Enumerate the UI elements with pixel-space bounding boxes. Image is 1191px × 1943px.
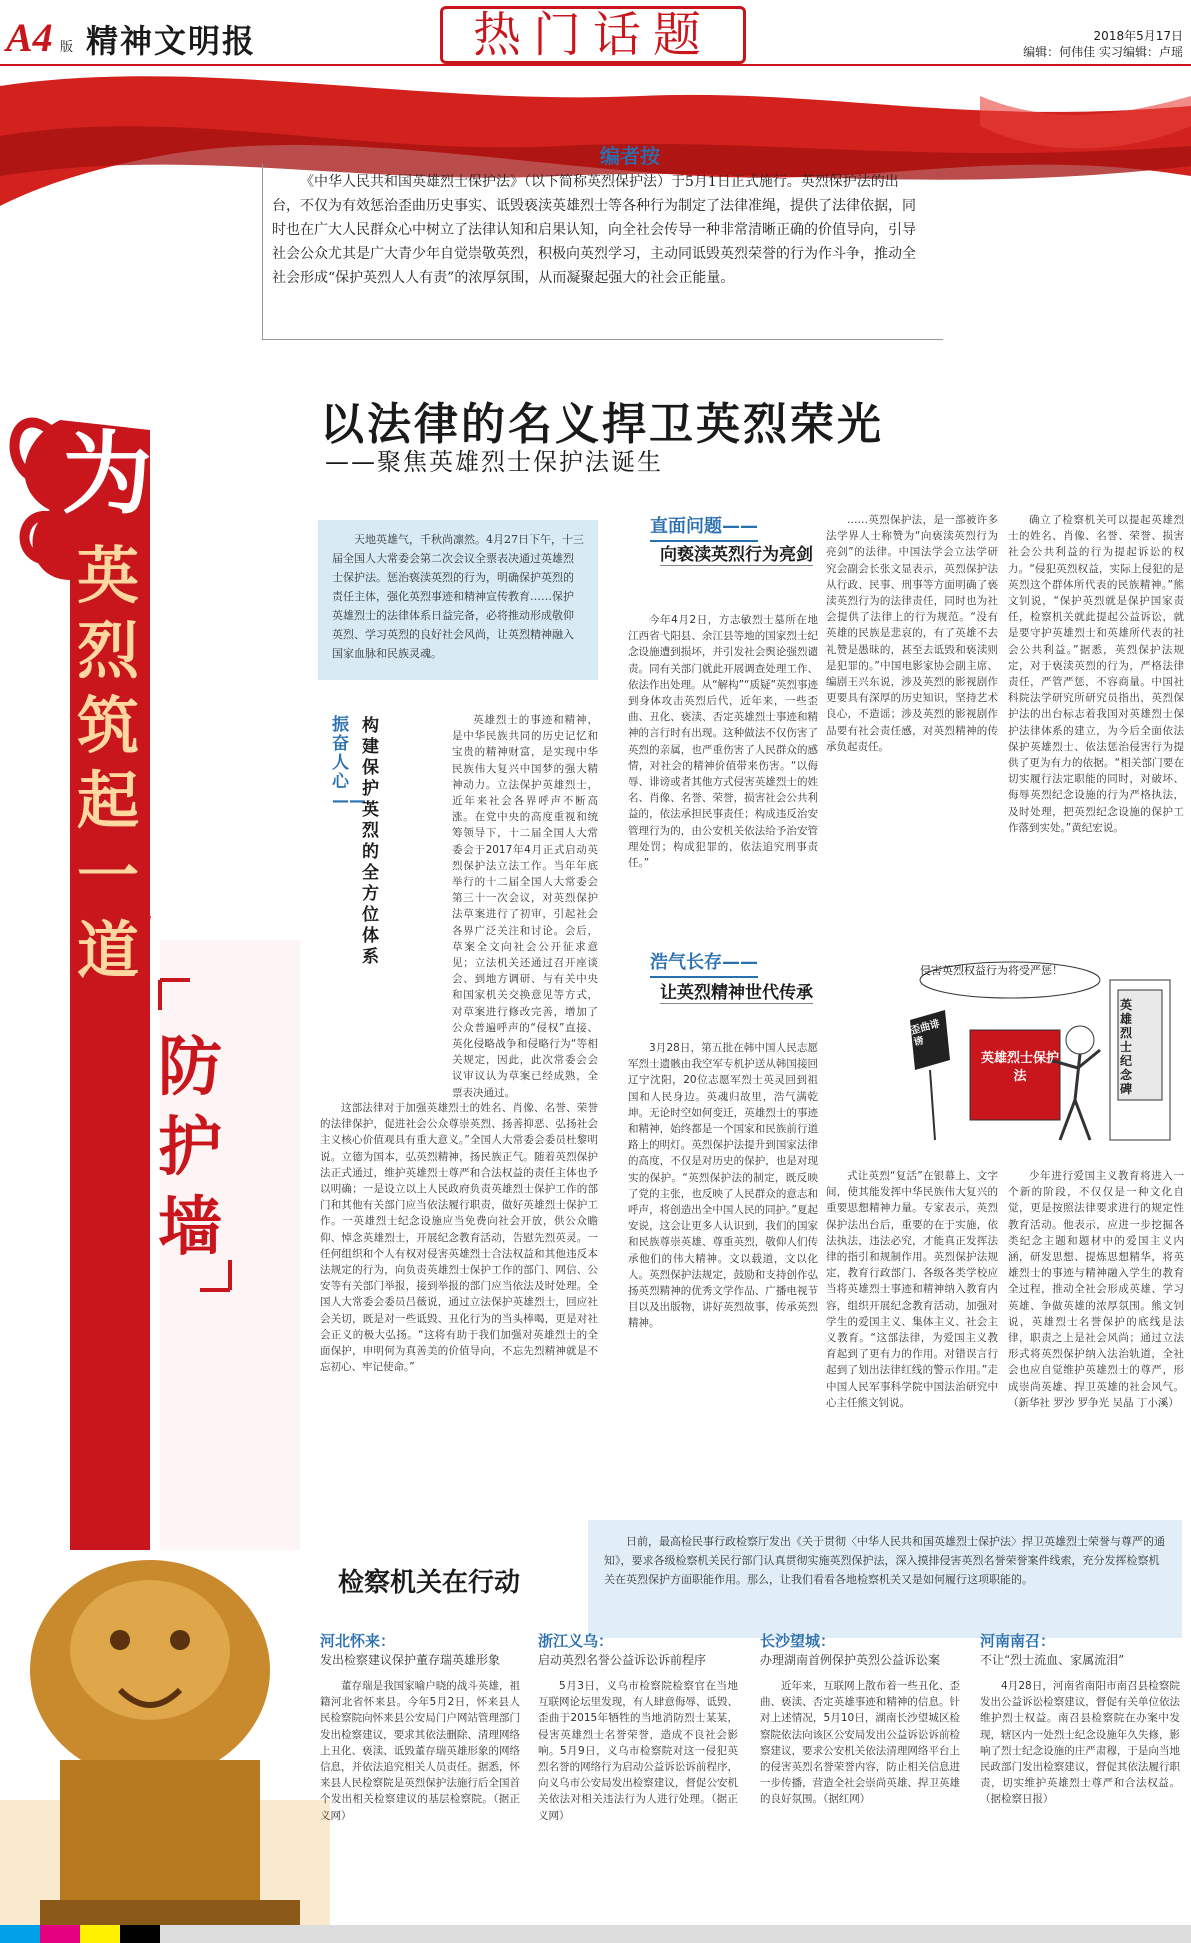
- region-subtitle: 启动英烈名誉公益诉讼诉前程序: [538, 1653, 707, 1667]
- intro-quote: 天地英雄气，千秋尚凛然。4月27日下午，十三届全国人大常委会第二次会议全票表决通过英雄烈士保护法。惩治亵渎英烈的行为，明确保护英烈的责任主体，强化英烈事迹和精神宣传教育……保护英雄烈士的法律体系日益完备，必将推动形成敬仰英烈、学习英烈的良好社会风尚，让英烈精神融入国家血脉和民族灵魂。: [318, 520, 598, 680]
- illustration-sign: 歪曲诽谤: [909, 1018, 942, 1049]
- region-text: 近年来，互联网上散布着一些丑化、歪曲、亵渎、否定英雄事迹和精神的信息。针对上述情况，5月10日，湖南长沙望城区检察院依法向该区公安局发出公益诉讼诉前检察建议，要求公安机关依法清理网络平台上的侵害英烈名誉荣誉内容，防止相关信息进一步传播，营造全社会崇尚英雄、捍卫英雄的良好氛围。（据红网）: [760, 1680, 960, 1806]
- section3-column-c: 少年进行爱国主义教育将进入一个新的阶段，不仅仅是一种文化自觉，更是按照法律要求进行的规定性教育活动。他表示，应进一步挖掘各类纪念主题和题材中的爱国主义内涵，研发思想、提炼思想精华，将英雄烈士的事迹与精神融入学生的教育全过程，推动全社会形成英雄、学习英雄、争做英雄的浓厚氛围。熊文钊说，英雄烈士名誉保护的底线是法律，职责之上是社会风尚；通过立法形式将英烈保护纳入法治轨道，全社会也应自觉维护英雄烈士的尊严，形成崇尚英雄、捍卫英雄的社会风气。（新华社 罗沙 罗争光 吴晶 丁小溪）: [1008, 1170, 1184, 1409]
- vertical-phrase-4: 起: [76, 764, 139, 837]
- section-title: 热门话题: [440, 6, 746, 64]
- section2-column-a: 今年4月2日，方志敏烈士墓所在地江西省弋阳县、余江县等地的国家烈士纪念设施遭到损坏，并引发社会舆论强烈谴责。同有关部门就此开展调查处理工作、依法作出处理。从“解构”“质疑”英烈事迹到身体攻击英烈后代，近年来，一些歪曲、丑化、亵渎、否定英雄烈士事迹和精神的言行时有出现。这种做法不仅伤害了英烈的亲属，也严重伤害了人民群众的感情，对社会的精神价值带来伤害。“以侮辱、诽谤或者其他方式侵害英雄烈士的姓名、肖像、名誉、荣誉，损害社会公共利益的，依法承担民事责任；构成违反治安管理行为的，由公安机关依法给予治安管理处罚；构成犯罪的，依法追究刑事责任。”: [628, 614, 818, 870]
- quote-char-1: 防: [158, 1030, 222, 1105]
- region-name: 浙江义乌：: [538, 1632, 614, 1650]
- section3-column-a: 3月28日，第五批在韩中国人民志愿军烈士遗骸由我空军专机护送从韩国接回辽宁沈阳，20位志愿军烈士英灵回到祖国和人民身边。英魂归故里，浩气满乾坤。无论时空如何变迁，英雄烈士的事迹和精神，始终都是一个国家和民族前行道路上的明灯。英烈保护法提升到国家法律的高度，不仅是对历史的保护，也是对现实的保护。“英烈保护法的制定，既反映了党的主张，也反映了人民群众的意志和呼声，将创造出全中国人民的同护。”夏起安说，这会让更多人认识到，我们的国家和民族尊崇英雄、尊重英烈，敬仰人们传承他们的伟大精神。文以载道，文以化人。英烈保护法规定，鼓励和支持创作弘扬英烈精神的优秀文学作品、广播电视节目以及出版物，讲好英烈故事，传承英烈精神。: [628, 1042, 818, 1330]
- region-subtitle: 办理湖南首例保护英烈公益诉讼案: [760, 1653, 941, 1667]
- region-zhejiang: [538, 1630, 738, 1873]
- editors: 编辑：何伟佳 实习编辑：卢瑶: [1023, 45, 1183, 59]
- editor-note-heading: 编者按: [600, 144, 660, 168]
- big-character: 为: [62, 422, 152, 527]
- section2-title: 向亵渎英烈行为亮剑: [660, 540, 813, 566]
- region-text: 5月3日，义乌市检察院检察官在当地互联网论坛里发现，有人肆意侮辱、诋毁、歪曲于2015年牺牲的当地消防烈士某某，侵害英雄烈士名誉荣誉，造成不良社会影响。5月9日，义乌市检察院对这一侵犯英烈名誉的网络行为启动公益诉讼诉前程序，向义乌市公安局发出检察建议，督促公安机关依法对相关违法行为人进行处理。（据正义网）: [538, 1680, 738, 1822]
- region-hebei: [320, 1630, 520, 1873]
- section3-tag: 浩气长存——: [650, 948, 758, 978]
- vertical-phrase-2: 烈: [76, 614, 139, 687]
- stone-lion-image: [0, 1500, 330, 1943]
- page-number: A4: [6, 15, 53, 60]
- region-subtitle: 不让“烈士流血、家属流泪”: [980, 1653, 1125, 1667]
- print-color-bar: [0, 1925, 1191, 1943]
- main-headline: 以法律的名义捍卫英烈荣光: [320, 399, 884, 450]
- page-header: [0, 0, 1191, 62]
- section3-column-b: 式让英烈“复活”在银幕上、文字间，使其能发挥中华民族伟大复兴的重要思想精神力量。专家表示，英烈保护法出台后，重要的在于实施，依法执法，违法必究，才能真正发挥法律的指引和规制作用。英烈保护法规定，教育行政部门、各级各类学校应当将英雄烈士事迹和精神纳入教育内容，组织开展纪念教育活动，加强对学生的爱国主义、集体主义、社会主义教育。“这部法律，为爱国主义教育起到了更有力的作用。对错误言行起到了划出法律红线的警示作用。”走中国人民军事科学院中国法治研究中心主任熊文钊说。: [826, 1170, 998, 1409]
- section2-tag: 直面问题——: [650, 512, 758, 542]
- illustration-monument: 英雄烈士纪念碑: [1120, 998, 1133, 1096]
- region-text: 董存瑞是我国家喻户晓的战斗英雄，祖籍河北省怀来县。今年5月2日，怀来县人民检察院向怀来县公安局门户网站管理部门发出检察建议，要求其依法删除、清理网络上丑化、亵渎、诋毁董存瑞英雄形象的网络信息，并依法追究相关人员责任。据悉，怀来县人民检察院是英烈保护法施行后全国首个发出相关检察建议的基层检察院。（据正义网）: [320, 1680, 520, 1822]
- region-name: 河北怀来：: [320, 1632, 396, 1650]
- section2-column-c: 确立了检察机关可以提起英雄烈士的姓名、肖像、名誉、荣誉、损害社会公共利益的行为提起诉讼的权力。“侵犯英烈权益，实际上侵犯的是英烈这个群体所代表的民族精神。”熊文钊说，“保护英烈就是保护国家责任，检察机关就此提起公益诉讼，就是要守护英雄烈士和英雄所代表的社会公共利益。”据悉，英烈保护法规定，对于亵渎英烈的行为，严格法律责任，严管严惩，不容商量。中国社科院法学研究所研究员指出，英烈保护法的出台标志着我国对英雄烈士保护法律体系的建立，为今后全面依法保护英雄烈士、依法惩治侵害行为提供了更为有力的依据。“相关部门要在切实履行法定职能的同时，对破坏、侮辱英烈纪念设施的行为严格执法，及时处理，把英烈纪念设施的保护工作落到实处。”黄纪宏说。: [1008, 514, 1184, 834]
- vertical-phrase-1: 英: [76, 539, 139, 612]
- newspaper-name: 精神文明报: [86, 22, 257, 60]
- vertical-phrase-3: 筑: [76, 689, 139, 762]
- prosecutors-title: 检察机关在行动: [338, 1568, 521, 1598]
- region-text: 4月28日，河南省南阳市南召县检察院发出公益诉讼检察建议，督促有关单位依法维护烈士权益。南召县检察院在办案中发现，辖区内一处烈士纪念设施年久失修，影响了烈士纪念设施的庄严肃穆，于是向当地民政部门发出检察建议，督促其依法履行职责，切实维护英雄烈士尊严和合法权益。（据检察日报）: [980, 1680, 1180, 1806]
- region-changsha: [760, 1630, 960, 1873]
- region-name: 长沙望城：: [760, 1632, 836, 1650]
- quote-char-2: 护: [158, 1110, 222, 1185]
- region-subtitle: 发出检察建议保护董存瑞英雄形象: [320, 1653, 501, 1667]
- prosecutors-intro: 日前，最高检民事行政检察厅发出《关于贯彻〈中华人民共和国英雄烈士保护法〉捍卫英雄烈士荣誉与尊严的通知》，要求各级检察机关民行部门认真贯彻实施英烈保护法，深入摸排侵害英烈名誉荣誉案件线索，充分发挥检察机关在英烈保护方面职能作用。那么，让我们看看各地检察机关又是如何履行这项职能的。: [588, 1520, 1182, 1638]
- vertical-phrase-6: 道: [76, 914, 139, 987]
- section1-column-b: 这部法律对于加强英雄烈士的姓名、肖像、名誉、荣誉的法律保护，促进社会公众尊崇英烈、扬善抑恶、弘扬社会主义核心价值观具有重大意义。”全国人大常委会委员杜黎明说。立德为国本，弘英烈精神，扬民族正气。随着英烈保护法正式通过，维护英雄烈士尊严和合法权益的责任主体也予以明确；一是设立以上人民政府负责英雄烈士保护工作的部门和其他有关部门应当依法履行职责，做好英雄烈士保护工作。一英雄烈士纪念设施应当免费向社会开放，供公众瞻仰、悼念英雄烈士，开展纪念教育活动，告慰先烈英灵。一任何组织和个人有权对侵害英雄烈士合法权益和其他违反本法规定的行为，向负责英雄烈士保护工作的部门、网信、公安等有关部门举报，接到举报的部门应当依法及时处理。全国人大常委会委员吕薇说，通过立法保护英雄烈士，回应社会关切，既是对一些诋毁、丑化行为的当头棒喝，更是对社会正义的极大弘扬。“这将有助于我们加强对英雄烈士的全面保护，申明何为真善美的价值导向，不忘先烈精神就是不忘初心、牢记使命。”: [320, 1102, 598, 1374]
- section1-tag: 振奋人心——: [332, 715, 366, 811]
- section3-title: 让英烈精神世代传承: [660, 978, 813, 1004]
- illustration-book-label: 英雄烈士保护法: [980, 1051, 1059, 1084]
- page-label: 版: [60, 40, 74, 55]
- illustration-speech: 侵害英烈权益行为将受严惩！: [920, 964, 1063, 977]
- issue-date: 2018年5月17日: [1093, 29, 1183, 43]
- vertical-phrase-5: 一: [76, 839, 139, 912]
- section1-title: 构建保护英烈的全方位体系: [362, 716, 379, 967]
- date-editors: [1023, 28, 1183, 60]
- section1-column-a: 英雄烈士的事迹和精神，是中华民族共同的历史记忆和宝贵的精神财富，是实现中华民族伟大复兴中国梦的强大精神动力。立法保护英雄烈士，近年来社会各界呼声不断高涨。在党中央的高度重视和统筹领导下，十二届全国人大常委会于2017年4月正式启动英烈保护法立法工作。当年年底举行的十二届全国人大常委会第三十一次会议，对英烈保护法草案进行了初审，引起社会各界广泛关注和讨论。会后，草案全文向社会公开征求意见；立法机关还通过召开座谈会、到地方调研、与有关中央和国家机关交换意见等方式，对草案进行修改完善，增加了公众普遍呼声的“侵权”直接、英化侵略战争和侵略行为“等相关规定，因此，此次常委会会议审议认为草案已经成熟，全票表决通过。: [452, 714, 598, 1099]
- region-henan: [980, 1630, 1180, 1873]
- quote-char-3: 墙: [158, 1190, 222, 1265]
- section2-column-b: ……英烈保护法，是一部被许多法学界人士称赞为“向亵渎英烈行为亮剑”的法律。中国法学会立法学研究会副会长张文显表示，英烈保护法从行政、民事、刑事等方面明确了亵渎英烈行为的法律责任，同时也为社会提供了法律上的行为规范。“没有英雄的民族是悲哀的，有了英雄不去礼赞是愚昧的，甚至去诋毁和亵渎则是犯罪的。”中国电影家协会副主席、编剧王兴东说，涉及英烈的影视剧作更要具有深厚的历史知识，坚持艺术良心，不造谣；涉及英烈的影视剧作品要有社会责任感，对英烈精神的传承负起责任。: [826, 514, 998, 753]
- editor-note-text: 《中华人民共和国英雄烈士保护法》（以下简称英烈保护法）于5月1日正式施行。英烈保护法的出台，不仅为有效惩治歪曲历史事实、诋毁亵渎英雄烈士等各种行为制定了法律准绳，提供了法律依据，同时也在广大人民群众心中树立了法律认知和启果认知，向全社会传导一种非常清晰正确的价值导向，引导社会公众尤其是广大青少年自觉崇敬英烈，积极向英烈学习，主动同诋毁英烈荣誉的行为作斗争，推动全社会形成“保护英烈人人有责”的浓厚氛围，从而凝聚起强大的社会正能量。: [272, 174, 916, 286]
- main-subheadline: ——聚焦英雄烈士保护法诞生: [325, 448, 663, 476]
- region-name: 河南南召：: [980, 1632, 1056, 1650]
